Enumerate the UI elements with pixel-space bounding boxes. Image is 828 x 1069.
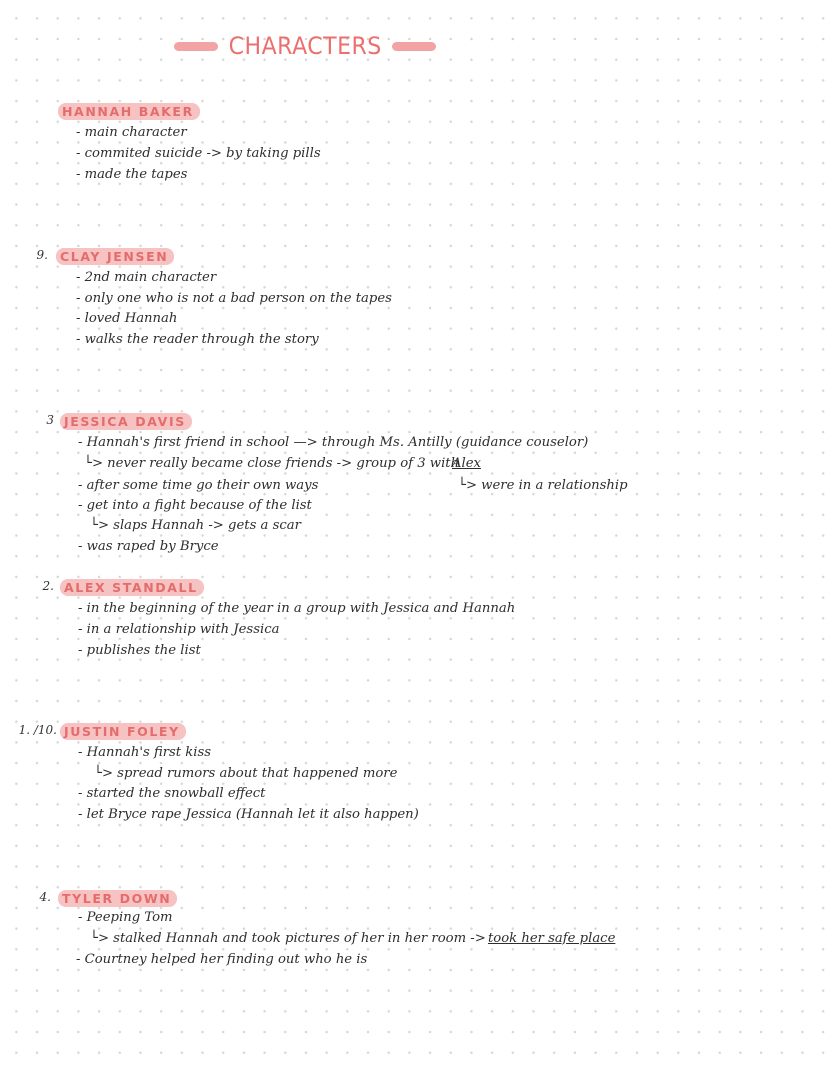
section-heading-alex-standall: ALEX STANDALL [60, 579, 204, 596]
note-line: - loved Hannah [76, 311, 178, 326]
note-line: - was raped by Bryce [78, 539, 219, 554]
note-line: - get into a fight because of the list [78, 498, 312, 513]
section-number: 2. [42, 579, 54, 593]
title-highlight-left [174, 42, 218, 51]
note-line: - Hannah's first kiss [78, 745, 212, 760]
note-line: - let Bryce rape Jessica (Hannah let it also happen) [78, 807, 419, 822]
note-line: - made the tapes [76, 167, 188, 182]
note-line: └> spread rumors about that happened more [94, 766, 398, 781]
note-line: - after some time go their own ways [78, 478, 319, 493]
section-heading-tyler-down: TYLER DOWN [58, 890, 177, 907]
note-line: - in the beginning of the year in a group with Jessica and Hannah [78, 601, 516, 616]
note-line: - publishes the list [78, 643, 201, 658]
note-line: - 2nd main character [76, 270, 217, 285]
note-line: └> never really became close friends -> group of 3 with [84, 456, 460, 471]
note-line: - in a relationship with Jessica [78, 622, 280, 637]
note-line: - only one who is not a bad person on the tapes [76, 291, 392, 306]
note-line: - commited suicide -> by taking pills [76, 146, 321, 161]
section-number: 4. [39, 890, 51, 904]
section-number: 3 [46, 413, 54, 427]
page-title: CHARACTERS [228, 32, 382, 60]
note-line: └> were in a relationship [458, 478, 628, 493]
note-line: - Peeping Tom [78, 910, 173, 925]
note-line: - main character [76, 125, 187, 140]
section-heading-clay-jensen: CLAY JENSEN [56, 248, 174, 265]
underlined-word: Alex [452, 456, 481, 471]
title-highlight-right [392, 42, 436, 51]
note-line: - walks the reader through the story [76, 332, 319, 347]
note-line: └> slaps Hannah -> gets a scar [90, 518, 301, 533]
section-number: 9. [36, 248, 48, 262]
underlined-phrase: took her safe place [488, 931, 616, 946]
section-heading-hannah-baker: HANNAH BAKER [58, 103, 200, 120]
note-line: └> stalked Hannah and took pictures of her in her room -> [90, 931, 486, 946]
note-line: - started the snowball effect [78, 786, 266, 801]
section-number: 1. /10. [18, 723, 57, 737]
title-banner [174, 28, 436, 64]
section-heading-jessica-davis: JESSICA DAVIS [60, 413, 192, 430]
section-heading-justin-foley: JUSTIN FOLEY [60, 723, 186, 740]
note-line: - Hannah's first friend in school —> through Ms. Antilly (guidance couselor) [78, 435, 589, 450]
note-line: - Courtney helped her finding out who he is [76, 952, 368, 967]
